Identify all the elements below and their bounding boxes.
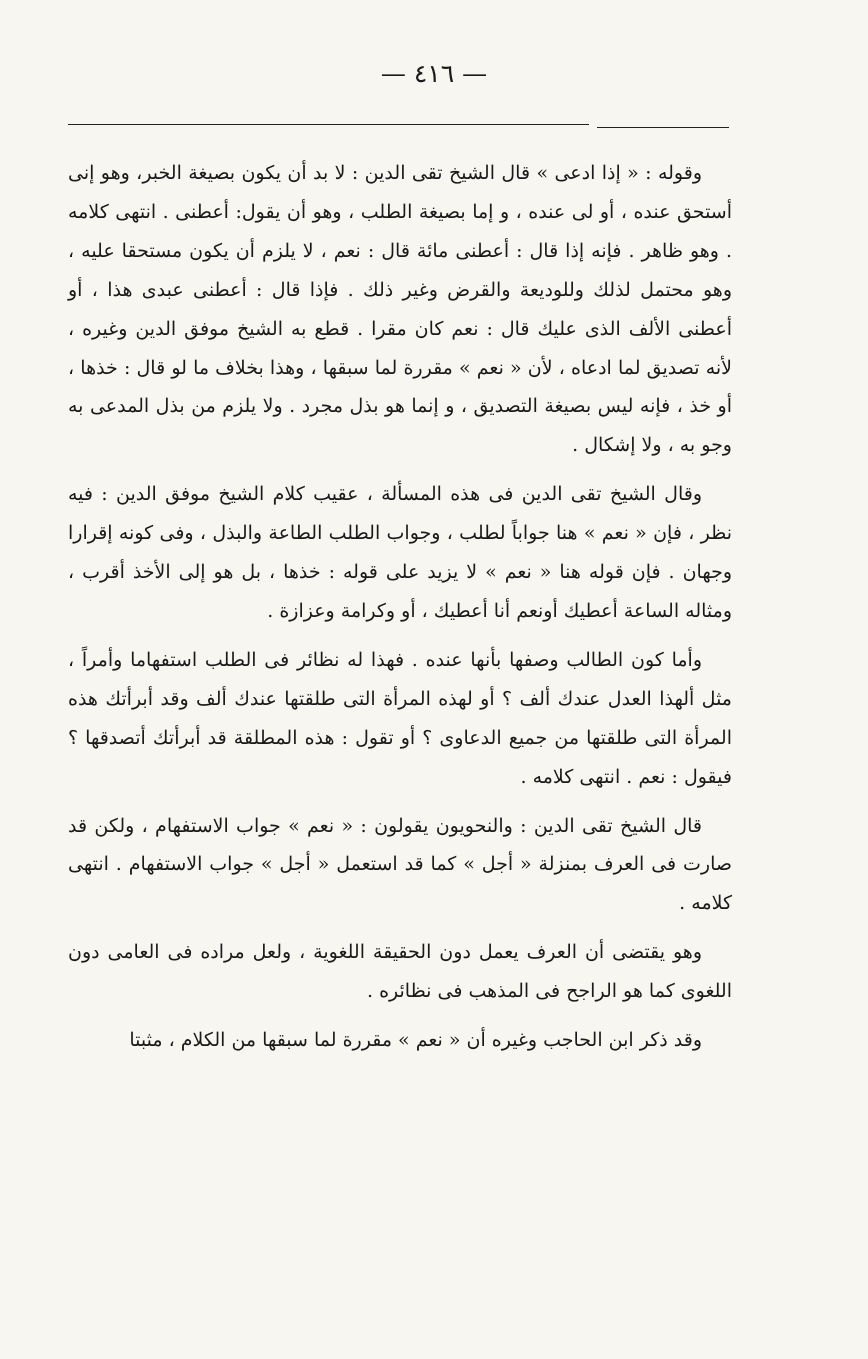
paragraph: وأما كون الطالب وصفها بأنها عنده . فهذا له نظائر فى الطلب استفهاما وأمراً ، مثل ألهذا العدل عندك ألف ؟ أو لهذه المرأة التى طلقتها عندك ألف وقد أبرأتك هذه المرأة التى طلقتها من جميع الدعاوى ؟ أو تقول : هذه المطلقة قد أبرأتك أتصدقها ؟ فيقول : نعم . انتهى كلامه . (68, 648, 732, 788)
body-text (68, 154, 732, 1070)
paragraph: وقوله : « إذا ادعى » قال الشيخ تقى الدين : لا بد أن يكون بصيغة الخبر، وهو إنى أستحق عنده ، أو لى عنده ، و إما بصيغة الطلب ، وهو أن يقول: أعطنى . انتهى كلامه . وهو ظاهر . فإنه إذا قال : أعطنى مائة قال : نعم ، لا يلزم أن يكون مستحقا عليه ، وهو محتمل لذلك وللوديعة والقرض وغير ذلك . فإذا قال : أعطنى عبدى هذا ، أو أعطنى الألف الذى عليك قال : نعم كان مقرا . قطع به الشيخ موفق الدين وغيره ، لأنه تصديق لما ادعاه ، لأن « نعم » مقررة لما سبقها ، وهذا بخلاف ما لو قال : خذها ، أو خذ ، فإنه ليس بصيغة التصديق ، و إنما هو بذل مجرد . ولا يلزم من بذل المدعى به وجو به ، ولا إشكال . (68, 162, 732, 457)
page-number: — ٤١٦ — (380, 59, 488, 88)
paragraph: قال الشيخ تقى الدين : والنحويون يقولون : « نعم » جواب الاستفهام ، ولكن قد صارت فى العرف بمنزلة « أجل » كما قد استعمل « أجل » جواب الاستفهام . انتهى كلامه . (68, 814, 732, 915)
paragraph: وهو يقتضى أن العرف يعمل دون الحقيقة اللغوية ، ولعل مراده فى العامى دون اللغوى كما هو الراجح فى المذهب فى نظائره . (68, 941, 732, 1003)
paragraph: وقال الشيخ تقى الدين فى هذه المسألة ، عقيب كلام الشيخ موفق الدين : فيه نظر ، فإن « نعم » هنا جواباً لطلب ، وجواب الطلب الطاعة والبذل ، وفى كونه إقرارا وجهان . فإن قوله هنا « نعم » لا يزيد على قوله : خذها ، بل هو إلى الأخذ أقرب ، ومثاله الساعة أعطيك أونعم أنا أعطيك ، أو وكرامة وعزازة . (68, 483, 733, 622)
header-rule-short (597, 127, 729, 128)
paragraph: وقد ذكر ابن الحاجب وغيره أن « نعم » مقررة لما سبقها من الكلام ، مثبتا (129, 1029, 702, 1052)
header-rule (68, 124, 589, 125)
